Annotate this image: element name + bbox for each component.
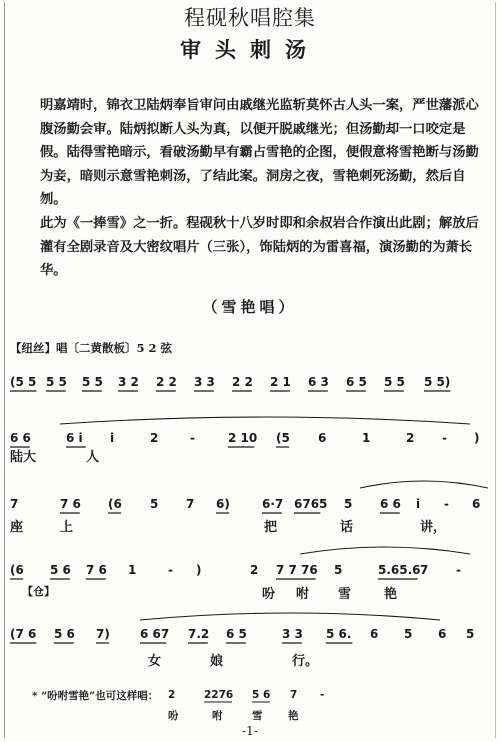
footnote-note: 7 bbox=[290, 689, 298, 701]
jianpu-note: (5 5 bbox=[10, 375, 37, 389]
jianpu-note: 7) bbox=[96, 627, 110, 641]
jianpu-note: ) bbox=[196, 563, 202, 577]
jianpu-note: 5.65.6 bbox=[378, 563, 421, 577]
jianpu-note: 2 2 bbox=[232, 375, 253, 389]
jianpu-note: (5 bbox=[276, 431, 290, 445]
footnote-note: - bbox=[320, 689, 325, 701]
jianpu-note: 5 5 bbox=[46, 375, 67, 389]
jianpu-note: 6 i bbox=[66, 431, 83, 445]
jianpu-note: 7 7 76 bbox=[276, 563, 318, 577]
jianpu-note: (6 bbox=[108, 497, 122, 511]
jianpu-note: 6 6 bbox=[10, 431, 31, 445]
jianpu-note: - bbox=[456, 563, 461, 577]
history-paragraph: 此为《一捧雪》之一折。程砚秋十八岁时即和余叔岩合作演出此剧；解放后灌有全剧录音及大密纹唱片（三张），饰陆炳的为雷喜福，演汤勤的为萧长华。 bbox=[40, 216, 479, 278]
jianpu-note: 6765 bbox=[294, 497, 328, 511]
footnote-lyric: 咐 bbox=[212, 710, 223, 722]
jianpu-note: (7 6 bbox=[10, 627, 37, 641]
lyric-word: 吩 bbox=[262, 587, 276, 602]
lyric-word: 陆大 bbox=[10, 450, 37, 465]
lyric-word: 把 bbox=[264, 520, 278, 535]
jianpu-note: 3 3 bbox=[194, 375, 215, 389]
lyric-word: 咐 bbox=[296, 587, 310, 602]
jianpu-note: i bbox=[416, 497, 421, 511]
jianpu-note: 2 bbox=[150, 431, 159, 445]
jianpu-note: 1 bbox=[128, 563, 137, 577]
jianpu-note: 5 5 bbox=[384, 375, 405, 389]
jianpu-note: - bbox=[190, 431, 195, 445]
footnote-lyric: 吩 bbox=[168, 710, 179, 722]
lyric-word: 人 bbox=[86, 450, 100, 465]
slur-arc bbox=[140, 613, 440, 620]
jianpu-note: 7 bbox=[186, 497, 195, 511]
jianpu-note: 6 6 bbox=[380, 497, 401, 511]
jianpu-note: 3 3 bbox=[282, 627, 303, 641]
jianpu-note: 5 5) bbox=[424, 375, 451, 389]
lyric-word: 讲， bbox=[420, 520, 447, 535]
footnote-note: 2276 bbox=[204, 689, 234, 701]
jianpu-note: 6 5 bbox=[226, 627, 247, 641]
lyric-word: 娘 bbox=[210, 654, 224, 669]
lyric-word: 【仓】 bbox=[22, 585, 55, 598]
section-title: （雪艳唱） bbox=[202, 298, 298, 316]
jianpu-note: 6·7 bbox=[262, 497, 284, 511]
jianpu-note: 7 6 bbox=[86, 563, 107, 577]
book-title: 程砚秋唱腔集 bbox=[184, 6, 316, 30]
footnote-label: * “吩咐雪艳”也可这样唱： bbox=[32, 690, 159, 702]
page-number: -1- bbox=[242, 724, 258, 738]
jianpu-note: 6 bbox=[318, 431, 327, 445]
footnote-lyric: 雪 bbox=[252, 710, 263, 722]
footnote-lyric: 艳 bbox=[288, 710, 299, 722]
jianpu-note: 6 5 bbox=[346, 375, 367, 389]
slur-arc bbox=[60, 417, 470, 424]
jianpu-note: 5 bbox=[344, 497, 353, 511]
jianpu-note: 7 bbox=[420, 563, 429, 577]
lyric-word: 行。 bbox=[292, 654, 319, 669]
slur-arc bbox=[300, 547, 470, 554]
jianpu-note: - bbox=[442, 431, 447, 445]
jianpu-note: - bbox=[444, 497, 449, 511]
jianpu-note: - bbox=[168, 563, 173, 577]
jianpu-note: 6 3 bbox=[308, 375, 329, 389]
jianpu-note: 6 bbox=[472, 497, 481, 511]
jianpu-note: 5 6 bbox=[54, 627, 75, 641]
jianpu-note: 2 bbox=[250, 563, 259, 577]
jianpu-note: 5 bbox=[150, 497, 159, 511]
jianpu-note: 2 10 bbox=[228, 431, 258, 445]
jianpu-note: (6 bbox=[10, 563, 24, 577]
jianpu-note: 7 6 bbox=[60, 497, 81, 511]
slur-arc bbox=[360, 481, 488, 488]
jianpu-note: 6 67 bbox=[140, 627, 170, 641]
jianpu-note: 5 6 bbox=[50, 563, 71, 577]
lyric-word: 座 bbox=[10, 520, 24, 535]
jianpu-note: 5 bbox=[404, 627, 413, 641]
score-header: 【纽丝】唱〔二黄散板〕5 2 弦 bbox=[10, 341, 173, 355]
jianpu-note: 6) bbox=[216, 497, 230, 511]
jianpu-note: 2 bbox=[406, 431, 415, 445]
lyric-word: 雪 bbox=[338, 587, 352, 602]
jianpu-note: i bbox=[110, 431, 115, 445]
jianpu-note: ) bbox=[474, 431, 480, 445]
lyric-word: 女 bbox=[148, 654, 162, 669]
synopsis-paragraph: 明嘉靖时，锦衣卫陆炳奉旨审问由戚继光监斩莫怀古人头一案，严世藩派心腹汤勤会审。陆炳拟断人头为真，以便开脱戚继光；但汤勤却一口咬定是假。陆得雪艳暗示，看破汤勤早有霸占雪艳的企图，便假意将雪艳断与汤勤为妾，暗则示意雪艳刺汤，了结此案。洞房之夜，雪艳刺死汤勤，然后自刎。 bbox=[40, 98, 479, 207]
jianpu-note: 5 bbox=[466, 627, 475, 641]
jianpu-note: 6 bbox=[438, 627, 447, 641]
jianpu-note: 5 6. bbox=[326, 627, 352, 641]
footnote-note: 5 6 bbox=[252, 689, 271, 701]
jianpu-note: 3 2 bbox=[118, 375, 139, 389]
jianpu-note: 7 bbox=[10, 497, 19, 511]
lyric-word: 上 bbox=[60, 520, 74, 535]
jianpu-note: 5 bbox=[334, 563, 343, 577]
jianpu-note: 6 bbox=[370, 627, 379, 641]
jianpu-note: 5 5 bbox=[82, 375, 103, 389]
footnote-note: 2 bbox=[168, 689, 176, 701]
lyric-word: 话 bbox=[340, 520, 354, 535]
jianpu-note: 1 bbox=[362, 431, 371, 445]
lyric-word: 艳 bbox=[384, 587, 398, 602]
jianpu-note: 2 1 bbox=[270, 375, 291, 389]
opera-title: 审头刺汤 bbox=[180, 37, 320, 62]
jianpu-note: 7.2 bbox=[188, 627, 210, 641]
jianpu-note: 2 2 bbox=[156, 375, 177, 389]
